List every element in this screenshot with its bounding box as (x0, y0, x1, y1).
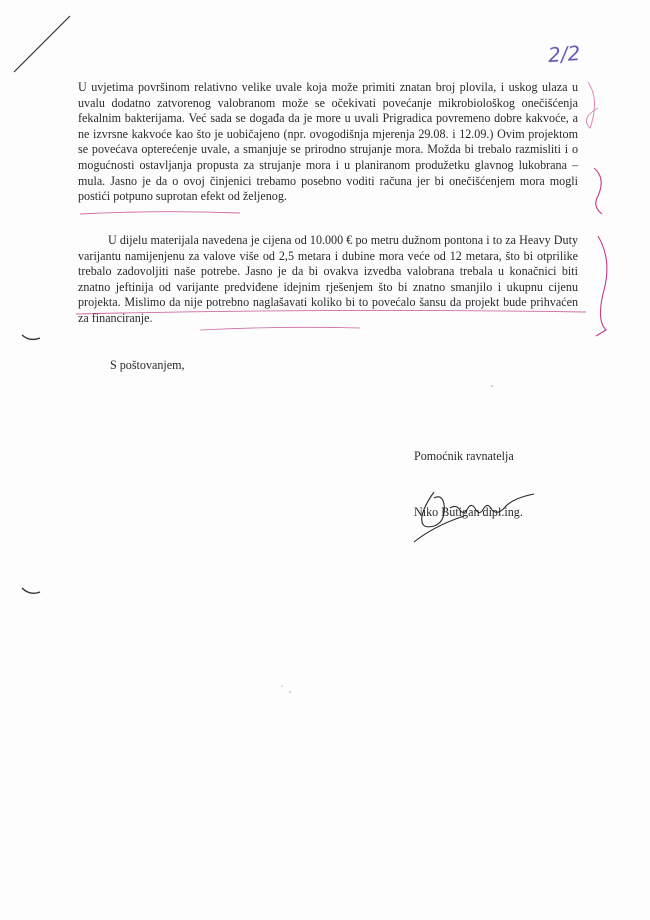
paragraph-1: U uvjetima površinom relativno velike uvale koja može primiti znatan broj plovila, i uskog ulaza u uvalu dodatno zatvorenog valobranom može se očekivati povećanje mikrobiološkog onečišćenja fekalnim bakterijama. Već sada se događa da je more u uvali Prigradica povremeno dobre kakvoće, a ne izvrsne kakvoće kao što je uobičajeno (npr. ovogodišnja mjerenja 29.08. i 12.09.) Ovim projektom se povećava opterećenje uvale, a smanjuje se prirodno strujanje mora. Možda bi trebalo razmisliti i o mogućnosti ostavljanja propusta za strujanje mora i u planiranom produžetku glavnog lukobrana – mula. Jasno je da o ovoj činjenici trebamo posebno voditi računa jer bi onečišćenjem mora mogli postići potpuno suprotan efekt od željenog. (78, 80, 578, 204)
closing-salutation: S poštovanjem, (110, 358, 185, 372)
margin-bracket-3 (596, 236, 607, 336)
paragraph-2-text: U dijelu materijala navedena je cijena od 10.000 € po metru dužnom pontona i to za Heavy Duty varijantu namijenjenu za valove više od 2,5 metara i dubine mora veće od 12 metara, što bi otprilike trebalo zadovoljiti naše potrebe. Jasno je da bi ovakva izvedba valobrana trebala u konačnici biti znatno jeftinija od varijante predviđene idejnim rješenjem što bi znatno smanjilo i ukupnu cijenu projekta. Mislimo da nije potrebno naglašavati koliko bi to povećalo šansu da projekt bude prihvaćen za financiranje. (78, 233, 578, 325)
speck (289, 691, 291, 693)
hole-mark-upper (22, 335, 40, 339)
page-number: 2/2 (547, 40, 581, 68)
underline-p1 (80, 212, 240, 214)
speck (491, 385, 493, 387)
paragraph-2 (78, 233, 578, 327)
hole-mark-lower (22, 588, 40, 593)
underline-p2b (200, 327, 360, 330)
margin-bracket-2 (594, 168, 602, 214)
signatory-name: Niko Butigan dipl.ing. (414, 505, 523, 519)
corner-slash-mark (14, 16, 70, 72)
signatory-title: Pomoćnik ravnatelja (414, 449, 514, 463)
speck (281, 685, 282, 686)
margin-bracket-1 (586, 82, 598, 128)
